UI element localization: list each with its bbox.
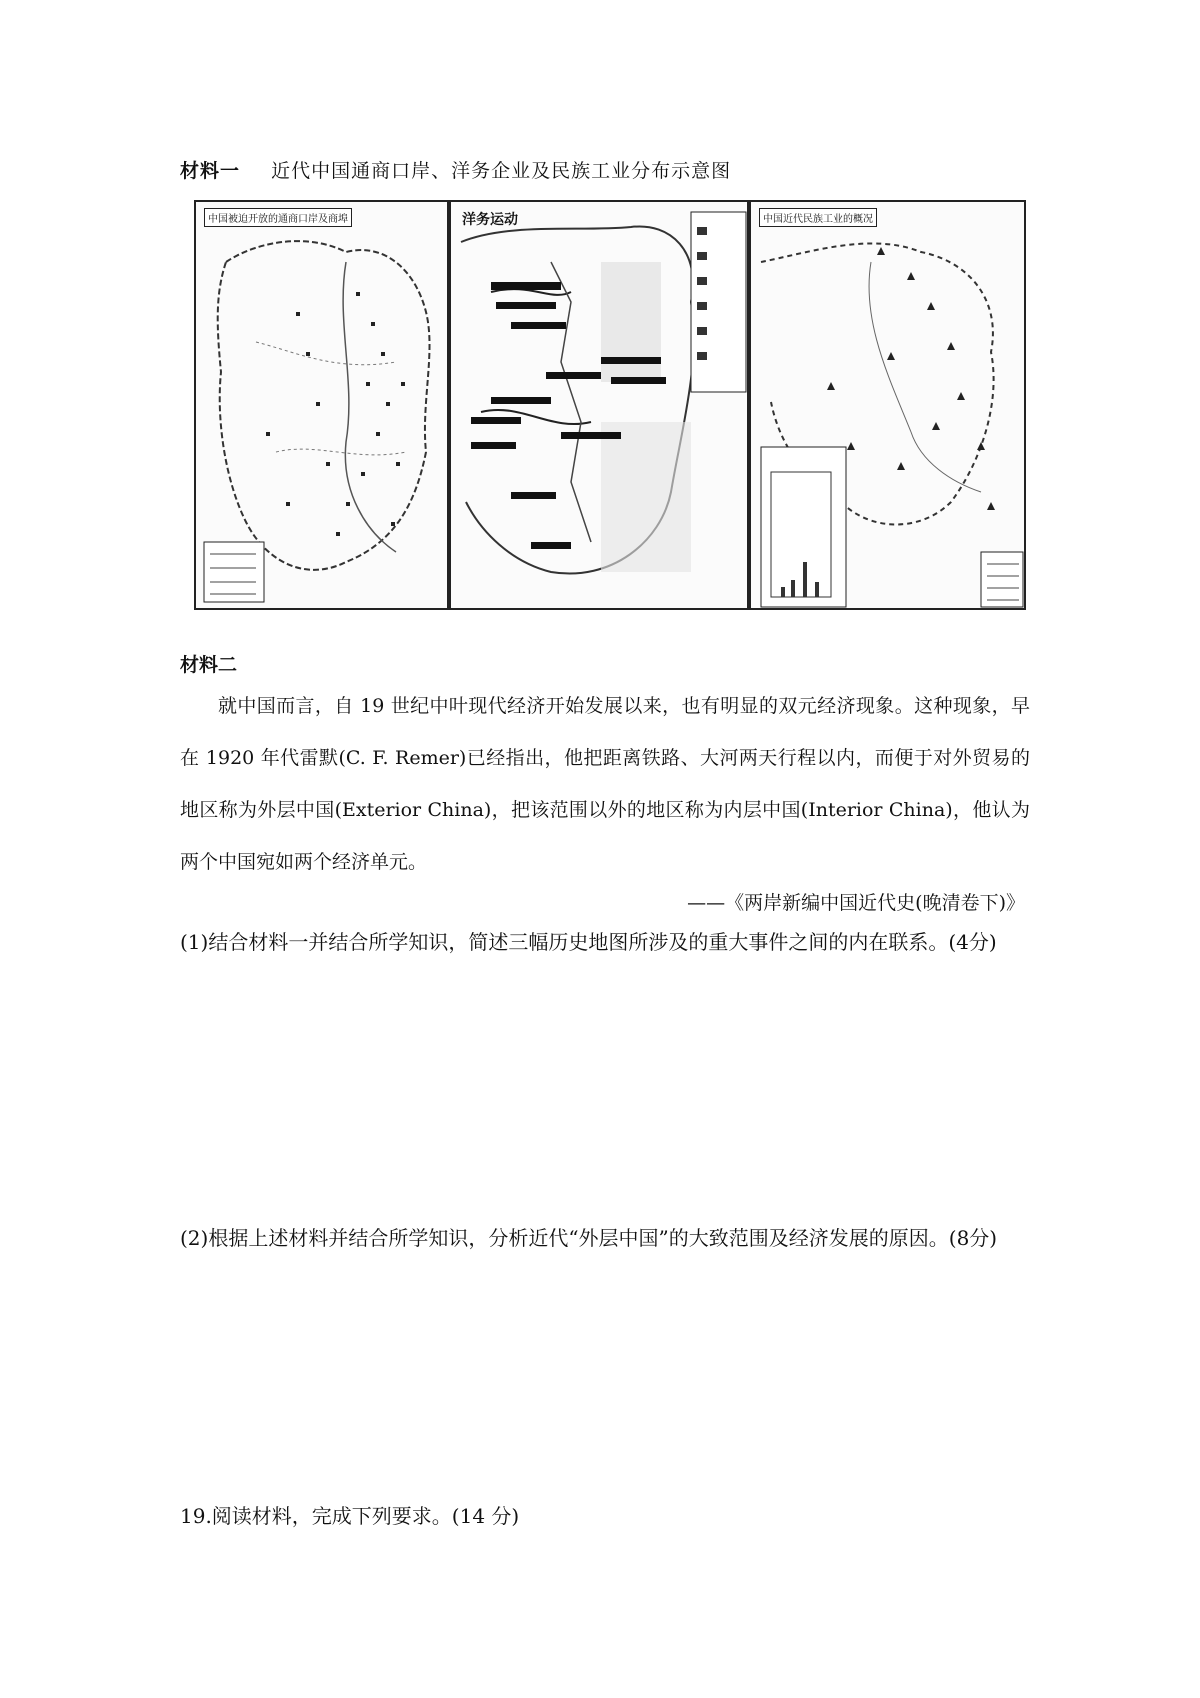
material-one-title: 近代中国通商口岸、洋务企业及民族工业分布示意图 (271, 160, 732, 182)
material-one-heading (180, 156, 731, 183)
national-industry-map (749, 200, 1026, 610)
question-1: (1)结合材料一并结合所学知识，简述三幅历史地图所涉及的重大事件之间的内在联系。(4分) (180, 930, 997, 954)
national-industry-map-title: 中国近代民族工业的概况 (759, 208, 877, 227)
map-figure (194, 200, 1026, 610)
material-two-paragraph: 就中国而言，自 19 世纪中叶现代经济开始发展以来，也有明显的双元经济现象。这种现象，早在 1920 年代雷默(C. F. Remer)已经指出，他把距离铁路、大河两天行程以内，而便于对外贸易的地区称为外层中国(Exterior China)，把该范围以外的地区称为内层中国(Interior China)，他认为两个中国宛如两个经济单元。 (180, 695, 1030, 873)
treaty-ports-map (194, 200, 449, 610)
treaty-ports-map-title: 中国被迫开放的通商口岸及商埠 (204, 208, 352, 227)
national-industry-map-drawing (751, 202, 1026, 610)
self-strengthening-map-title: 洋务运动 (462, 212, 518, 228)
material-two-source: ——《两岸新编中国近代史(晚清卷下)》 (687, 892, 1025, 914)
question-19-heading: 19.阅读材料，完成下列要求。(14 分) (180, 1504, 520, 1528)
self-strengthening-map-drawing (451, 202, 749, 610)
question-2: (2)根据上述材料并结合所学知识，分析近代“外层中国”的大致范围及经济发展的原因。(8分) (180, 1226, 998, 1250)
material-two-passage (180, 680, 1030, 888)
material-two-label: 材料二 (180, 654, 238, 676)
material-one-label: 材料一 (180, 160, 241, 182)
treaty-ports-map-drawing (196, 202, 449, 610)
self-strengthening-map (449, 200, 749, 610)
